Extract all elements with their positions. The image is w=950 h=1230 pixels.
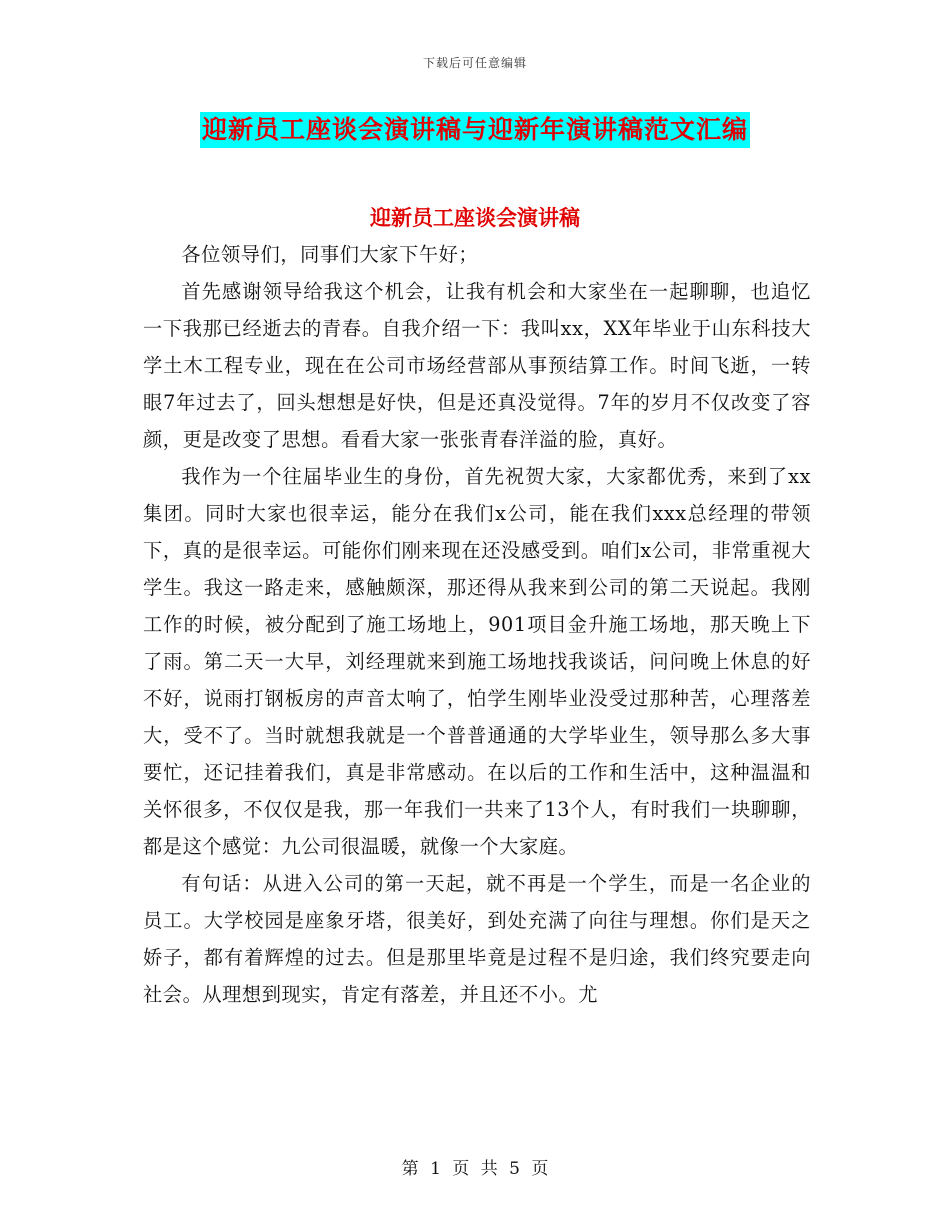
header-note: 下载后可任意编辑 <box>422 56 527 70</box>
document-title-wrap <box>0 112 950 148</box>
page-indicator: 第 1 页 共 5 页 <box>401 1159 549 1179</box>
document-title: 迎新员工座谈会演讲稿与迎新年演讲稿范文汇编 <box>200 112 750 148</box>
body-text <box>143 218 811 1013</box>
paragraph-greeting: 各位领导们，同事们大家下午好； <box>181 243 479 266</box>
paragraph-experience: 我作为一个往届毕业生的身份，首先祝贺大家，大家都优秀，来到了xx集团。同时大家也很幸运，能分在我们x公司，能在我们xxx总经理的带领下，真的是很幸运。可能你们刚来现在还没感受到。咱们x公司，非常重视大学生。我这一路走来，感触颇深，那还得从我来到公司的第二天说起。我刚工作的时候，被分配到了施工场地上，901项目金升施工场地，那天晚上下了雨。第二天一大早，刘经理就来到施工场地找我谈话，问问晚上休息的好不好，说雨打钢板房的声音太响了，怕学生刚毕业没受过那种苦，心理落差大，受不了。当时就想我就是一个普普通通的大学毕业生，领导那么多大事要忙，还记挂着我们，真是非常感动。在以后的工作和生活中，这种温温和关怀很多，不仅仅是我，那一年我们一共来了13个人，有时我们一块聊聊，都是这个感觉：九公司很温暖，就像一个大家庭。 <box>143 465 811 858</box>
paragraph-introduction: 首先感谢领导给我这个机会，让我有机会和大家坐在一起聊聊，也追忆一下我那已经逝去的青春。自我介绍一下：我叫xx，XX年毕业于山东科技大学土木工程专业，现在在公司市场经营部从事预结算工作。时间飞逝，一转眼7年过去了，回头想想是好快，但是还真没觉得。7年的岁月不仅改变了容颜，更是改变了思想。看看大家一张张青春洋溢的脸，真好。 <box>143 280 811 451</box>
section-title: 迎新员工座谈会演讲稿 <box>370 205 580 230</box>
paragraph-advice: 有句话：从进入公司的第一天起，就不再是一个学生，而是一名企业的员工。大学校园是座象牙塔，很美好，到处充满了向往与理想。你们是天之娇子，都有着辉煌的过去。但是那里毕竟是过程不是归途，我们终究要走向社会。从理想到现实，肯定有落差，并且还不小。尤 <box>143 872 811 1006</box>
